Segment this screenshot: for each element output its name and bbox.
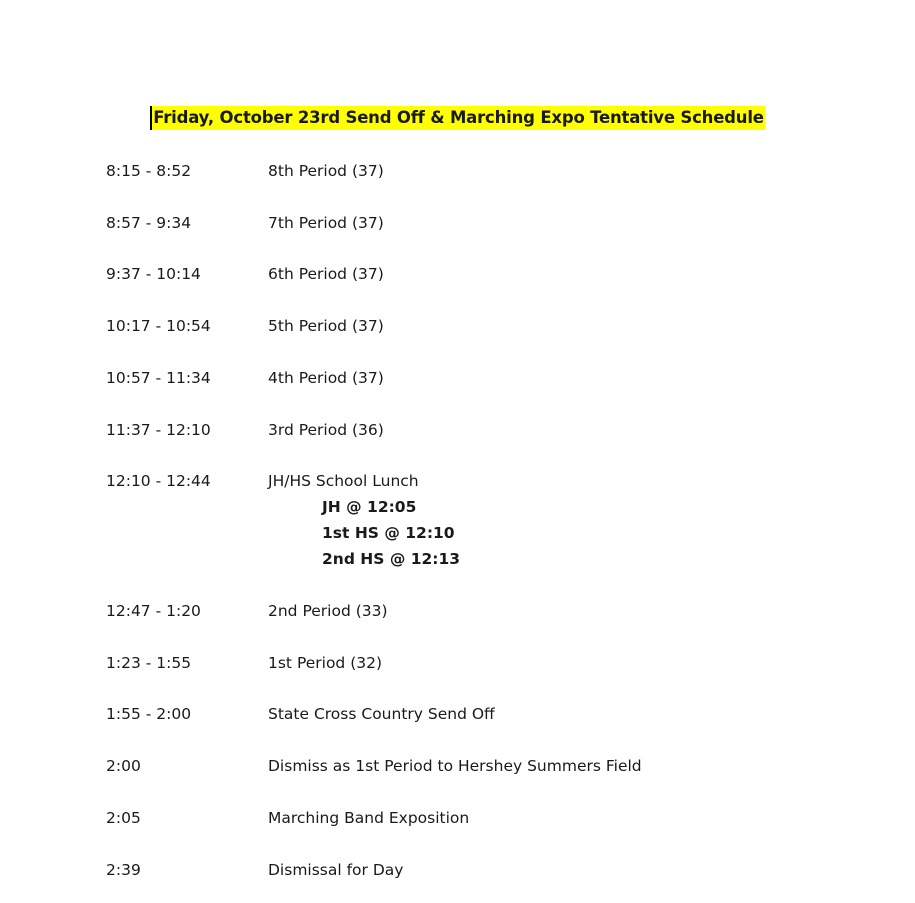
row-event: 2nd Period (33) [268,602,388,620]
row-time: 12:10 - 12:44 [106,472,211,490]
row-event: 3rd Period (36) [268,421,384,439]
row-event: 6th Period (37) [268,265,384,283]
lunch-sub-item: 1st HS @ 12:10 [322,524,455,542]
row-event: 1st Period (32) [268,654,383,672]
row-time: 2:39 [106,861,141,879]
row-event: 4th Period (37) [268,369,384,387]
row-time: 11:37 - 12:10 [106,421,211,439]
title-container [0,106,915,130]
row-time: 1:55 - 2:00 [106,705,192,723]
lunch-sub-item: 2nd HS @ 12:13 [322,550,461,568]
row-event: State Cross Country Send Off [268,705,495,723]
row-time: 8:57 - 9:34 [106,214,192,232]
row-time: 10:17 - 10:54 [106,317,211,335]
row-time: 2:00 [106,757,141,775]
row-event: JH/HS School Lunch [268,472,419,490]
row-event: Dismiss as 1st Period to Hershey Summers Field [268,757,642,775]
row-time: 1:23 - 1:55 [106,654,192,672]
row-time: 12:47 - 1:20 [106,602,201,620]
row-event: 5th Period (37) [268,317,384,335]
row-time: 10:57 - 11:34 [106,369,211,387]
row-event: 8th Period (37) [268,162,384,180]
row-time: 9:37 - 10:14 [106,265,201,283]
row-event: Dismissal for Day [268,861,404,879]
row-event: 7th Period (37) [268,214,384,232]
row-time: 8:15 - 8:52 [106,162,192,180]
document-title: Friday, October 23rd Send Off & Marching Expo Tentative Schedule [150,106,765,130]
row-time: 2:05 [106,809,141,827]
row-event: Marching Band Exposition [268,809,470,827]
lunch-sub-item: JH @ 12:05 [322,498,417,516]
